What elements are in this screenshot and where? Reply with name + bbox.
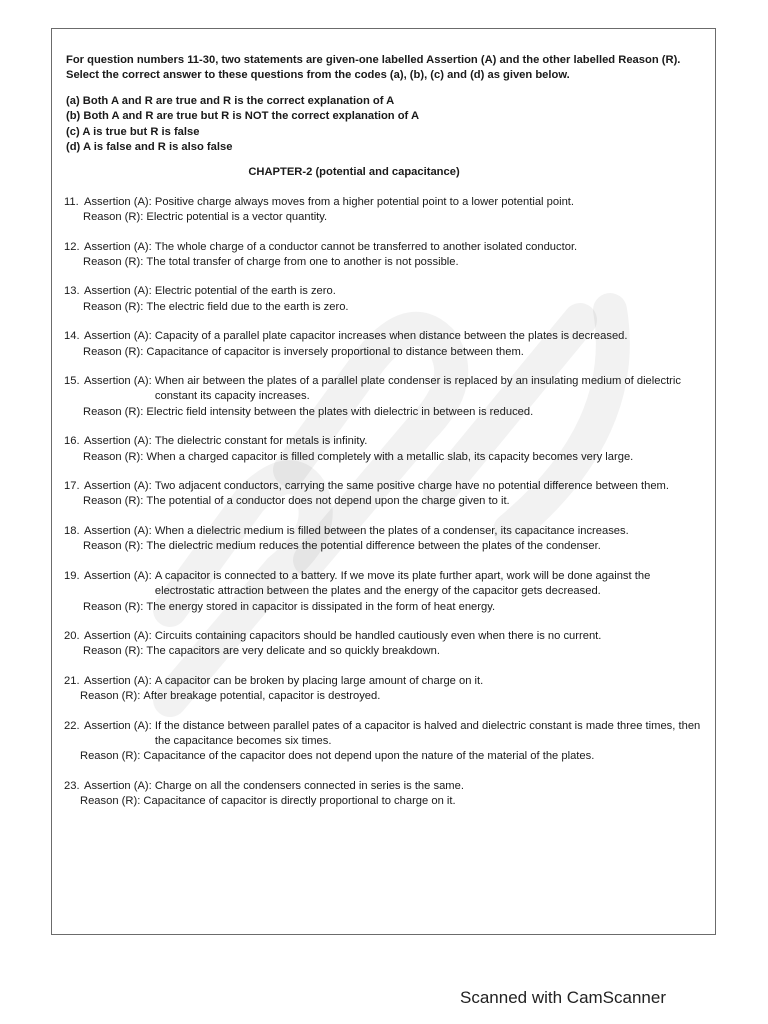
chapter-heading: CHAPTER-2 (potential and capacitance) [248,166,460,179]
question-number: 18. [64,524,80,537]
assertion-label: Assertion (A): [84,629,155,642]
reason-label: Reason (R): [83,495,147,508]
question-item [64,240,704,271]
assertion-text: Charge on all the condensers connected in series is the same. [154,779,464,792]
reason-line [64,600,704,615]
reason-line [64,405,704,420]
reason-line [64,450,704,465]
reason-line [64,644,704,659]
assertion-label: Assertion (A): [84,195,155,208]
reason-text: Electric field intensity between the plates with dielectric in between is reduced. [146,405,534,418]
assertion-label: Assertion (A): [84,375,155,388]
question-number: 19. [64,569,80,582]
assertion-line [64,434,704,449]
reason-label: Reason (R): [80,690,144,703]
reason-label: Reason (R): [80,750,144,763]
question-number: 23. [64,779,80,792]
scanner-watermark-text: Scanned with CamScanner [460,988,667,1007]
assertion-line [64,569,704,600]
reason-text: When a charged capacitor is filled completely with a metallic slab, its capacity becomes very large. [146,450,634,463]
question-number: 21. [64,674,80,687]
reason-line [64,210,704,225]
reason-text: Electric potential is a vector quantity. [146,211,328,224]
assertion-text: When a dielectric medium is filled between the plates of a condenser, its capacitance increases. [154,524,629,537]
reason-label: Reason (R): [83,211,147,224]
question-number: 20. [64,629,80,642]
reason-text: Capacitance of capacitor is inversely proportional to distance between them. [146,345,524,358]
answer-code: (d) A is false and R is also false [66,140,233,153]
reason-line [64,494,704,509]
reason-label: Reason (R): [83,540,147,553]
assertion-label: Assertion (A): [84,524,155,537]
instructions: For question numbers 11-30, two statements are given-one labelled Assertion (A) and the other labelled Reason (R). Select the correct answer to these questions from the codes (a), (b), (c) and (d) as given below. [66,54,681,82]
assertion-text: A capacitor is connected to a battery. If we move its plate further apart, work will be done against the electrostatic attraction between the plates and the energy of the capacitor gets decreased. [154,569,651,598]
question-list [64,195,704,810]
reason-text: Capacitance of the capacitor does not depend upon the nature of the material of the plates. [143,750,595,763]
assertion-line [64,195,704,210]
assertion-text: The whole charge of a conductor cannot be transferred to another isolated conductor. [154,240,578,253]
reason-label: Reason (R): [83,345,147,358]
question-number: 12. [64,240,80,253]
reason-text: The capacitors are very delicate and so quickly breakdown. [146,645,440,658]
reason-text: After breakage potential, capacitor is destroyed. [143,690,381,703]
assertion-label: Assertion (A): [84,719,155,732]
answer-code: (a) Both A and R are true and R is the correct explanation of A [66,94,395,107]
assertion-line [64,779,704,794]
reason-text: The total transfer of charge from one to another is not possible. [146,256,459,268]
question-number: 22. [64,719,80,732]
question-item [64,284,704,315]
assertion-text: If the distance between parallel pates of a capacitor is halved and dielectric constant is made three times, then the capacitance becomes six times. [154,719,701,747]
reason-line [64,539,704,554]
question-number: 11. [64,195,79,208]
assertion-text: Capacity of a parallel plate capacitor increases when distance between the plates is decreased. [154,330,628,343]
assertion-line [64,479,704,494]
assertion-line [64,240,704,255]
question-item [64,329,704,360]
assertion-text: Electric potential of the earth is zero. [154,285,336,298]
reason-text: The dielectric medium reduces the potential difference between the plates of the condenser. [146,540,601,553]
question-item [64,524,704,555]
question-number: 14. [64,330,80,343]
assertion-text: When air between the plates of a parallel plate condenser is replaced by an insulating medium of dielectric constant its capacity increases. [154,375,681,403]
assertion-text: The dielectric constant for metals is infinity. [154,435,368,448]
reason-text: The energy stored in capacitor is dissipated in the form of heat energy. [146,600,496,613]
assertion-line [64,629,704,644]
reason-line [64,794,704,809]
reason-line [64,749,704,764]
assertion-text: A capacitor can be broken by placing large amount of charge on it. [154,674,484,687]
assertion-line [64,674,704,689]
question-number: 17. [64,480,80,493]
reason-line [64,255,704,270]
question-item [64,569,704,615]
assertion-label: Assertion (A): [84,435,155,448]
assertion-text: Circuits containing capacitors should be handled cautiously even when there is no current. [154,629,602,642]
reason-text: The potential of a conductor does not depend upon the charge given to it. [146,495,510,508]
assertion-label: Assertion (A): [84,569,155,582]
reason-text: The electric field due to the earth is zero. [146,300,349,313]
question-number: 15. [64,375,80,388]
reason-line [64,345,704,360]
assertion-line [64,719,704,750]
question-item [64,479,704,510]
question-item [64,374,704,420]
assertion-line [64,284,704,299]
assertion-line [64,524,704,539]
assertion-text: Two adjacent conductors, carrying the same positive charge have no potential difference between them. [154,480,669,493]
assertion-label: Assertion (A): [84,674,155,687]
reason-label: Reason (R): [83,600,147,613]
assertion-label: Assertion (A): [84,480,155,493]
reason-label: Reason (R): [83,450,147,463]
assertion-text: Positive charge always moves from a higher potential point to a lower potential point. [154,195,575,208]
reason-label: Reason (R): [83,256,147,268]
reason-line [64,300,704,315]
reason-label: Reason (R): [80,795,144,808]
question-item [64,674,704,705]
question-item [64,779,704,810]
assertion-label: Assertion (A): [84,330,155,343]
question-item [64,195,704,226]
question-number: 13. [64,285,80,298]
assertion-label: Assertion (A): [84,285,155,298]
reason-label: Reason (R): [83,645,147,658]
answer-code: (c) A is true but R is false [66,125,200,138]
reason-label: Reason (R): [83,300,147,313]
reason-line [64,689,704,704]
assertion-label: Assertion (A): [84,240,155,253]
question-item [64,629,704,660]
reason-label: Reason (R): [83,405,147,418]
worksheet-content [64,53,704,824]
question-item [64,719,704,765]
answer-codes [66,94,704,156]
assertion-line [64,374,704,405]
reason-text: Capacitance of capacitor is directly proportional to charge on it. [143,795,456,808]
question-number: 16. [64,435,80,448]
assertion-label: Assertion (A): [84,779,155,792]
answer-code: (b) Both A and R are true but R is NOT the correct explanation of A [66,110,420,123]
assertion-line [64,329,704,344]
question-item [64,434,704,465]
